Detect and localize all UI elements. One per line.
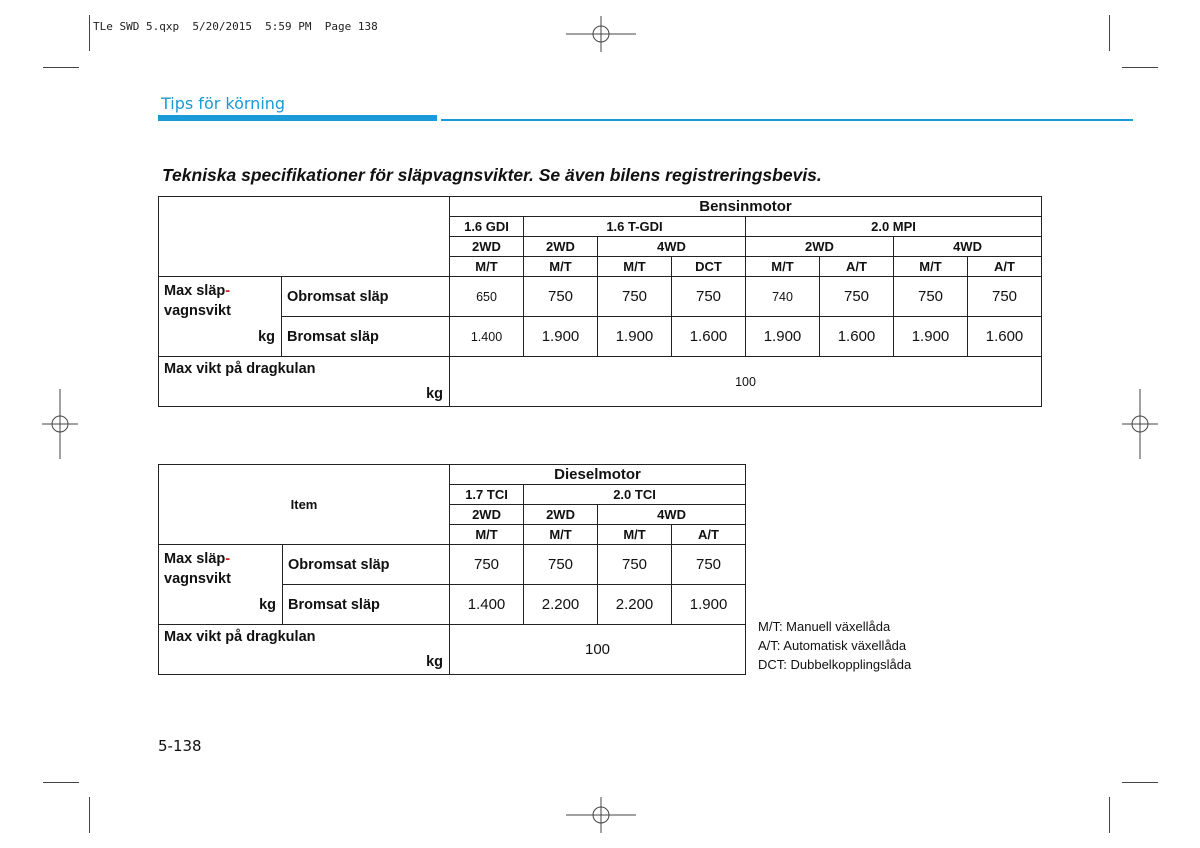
braked-trailer-label: Bromsat släp: [283, 585, 450, 625]
braked-trailer-label: Bromsat släp: [282, 317, 450, 357]
crop-mark: [89, 797, 90, 833]
registration-mark-icon: [566, 16, 636, 52]
engine-header: 1.6 GDI: [450, 217, 524, 237]
engine-header: 1.6 T-GDI: [524, 217, 746, 237]
drive-header: 2WD: [450, 505, 524, 525]
drive-header: 2WD: [746, 237, 894, 257]
engine-header: 2.0 MPI: [746, 217, 1042, 237]
table-cell: 750: [820, 277, 894, 317]
table-cell: 1.600: [820, 317, 894, 357]
registration-mark-icon: [1122, 389, 1158, 459]
transmission-header: A/T: [820, 257, 894, 277]
table-cell: 750: [672, 277, 746, 317]
item-header: Item: [159, 465, 450, 545]
section-rule: [441, 119, 1133, 121]
table-cell: 1.900: [672, 585, 746, 625]
table-cell: 740: [746, 277, 820, 317]
table-cell: 1.900: [746, 317, 820, 357]
legend-item: DCT: Dubbelkopplingslåda: [758, 657, 912, 672]
transmission-header: M/T: [894, 257, 968, 277]
print-slug: TLe SWD 5.qxp 5/20/2015 5:59 PM Page 138: [93, 20, 378, 33]
towball-weight-label: Max vikt på dragkulan kg: [159, 625, 450, 675]
transmission-header: M/T: [598, 257, 672, 277]
max-trailer-weight-label: Max släp- vagnsvikt kg: [159, 277, 282, 357]
transmission-header: M/T: [524, 525, 598, 545]
towball-weight-value: 100: [450, 625, 746, 675]
transmission-header: M/T: [524, 257, 598, 277]
table-cell: 750: [524, 545, 598, 585]
table-cell: 1.400: [450, 585, 524, 625]
unbraked-trailer-label: Obromsat släp: [282, 277, 450, 317]
table-cell: 1.600: [672, 317, 746, 357]
table-cell: 750: [450, 545, 524, 585]
transmission-header: M/T: [746, 257, 820, 277]
engine-header: 1.7 TCI: [450, 485, 524, 505]
table-cell: 1.600: [968, 317, 1042, 357]
diesel-spec-table: [158, 464, 746, 675]
towball-weight-label: Max vikt på dragkulan kg: [159, 357, 450, 407]
table-corner: [159, 197, 450, 277]
engine-header: 2.0 TCI: [524, 485, 746, 505]
section-bar: [158, 115, 437, 121]
table-cell: 1.900: [598, 317, 672, 357]
registration-mark-icon: [42, 389, 78, 459]
towball-weight-value: 100: [450, 357, 1042, 407]
crop-mark: [43, 67, 79, 68]
page-heading: Tekniska specifikationer för släpvagnsvikter. Se även bilens registreringsbevis.: [162, 165, 822, 185]
max-trailer-weight-label: Max släp- vagnsvikt kg: [159, 545, 283, 625]
table-cell: 650: [450, 277, 524, 317]
transmission-header: M/T: [598, 525, 672, 545]
unbraked-trailer-label: Obromsat släp: [283, 545, 450, 585]
table-cell: 1.900: [894, 317, 968, 357]
transmission-legend: [758, 617, 911, 674]
page-number: 5-138: [158, 737, 202, 755]
table-cell: 2.200: [598, 585, 672, 625]
legend-item: M/T: Manuell växellåda: [758, 619, 891, 634]
transmission-header: DCT: [672, 257, 746, 277]
table-cell: 750: [598, 277, 672, 317]
drive-header: 2WD: [450, 237, 524, 257]
section-title: Tips för körning: [161, 94, 286, 113]
table-cell: 1.900: [524, 317, 598, 357]
drive-header: 4WD: [894, 237, 1042, 257]
engine-group-header: Dieselmotor: [450, 465, 746, 485]
drive-header: 4WD: [598, 237, 746, 257]
registration-mark-icon: [566, 797, 636, 833]
crop-mark: [43, 782, 79, 783]
crop-mark: [1122, 782, 1158, 783]
crop-mark: [1109, 15, 1110, 51]
crop-mark: [1122, 67, 1158, 68]
transmission-header: M/T: [450, 257, 524, 277]
petrol-spec-table: [158, 196, 1042, 407]
transmission-header: A/T: [968, 257, 1042, 277]
drive-header: 2WD: [524, 505, 598, 525]
table-cell: 2.200: [524, 585, 598, 625]
crop-mark: [89, 15, 90, 51]
table-cell: 750: [524, 277, 598, 317]
table-cell: 750: [894, 277, 968, 317]
transmission-header: A/T: [672, 525, 746, 545]
engine-group-header: Bensinmotor: [450, 197, 1042, 217]
crop-mark: [1109, 797, 1110, 833]
table-cell: 750: [598, 545, 672, 585]
table-cell: 750: [672, 545, 746, 585]
table-cell: 1.400: [450, 317, 524, 357]
table-cell: 750: [968, 277, 1042, 317]
transmission-header: M/T: [450, 525, 524, 545]
legend-item: A/T: Automatisk växellåda: [758, 638, 907, 653]
drive-header: 2WD: [524, 237, 598, 257]
drive-header: 4WD: [598, 505, 746, 525]
